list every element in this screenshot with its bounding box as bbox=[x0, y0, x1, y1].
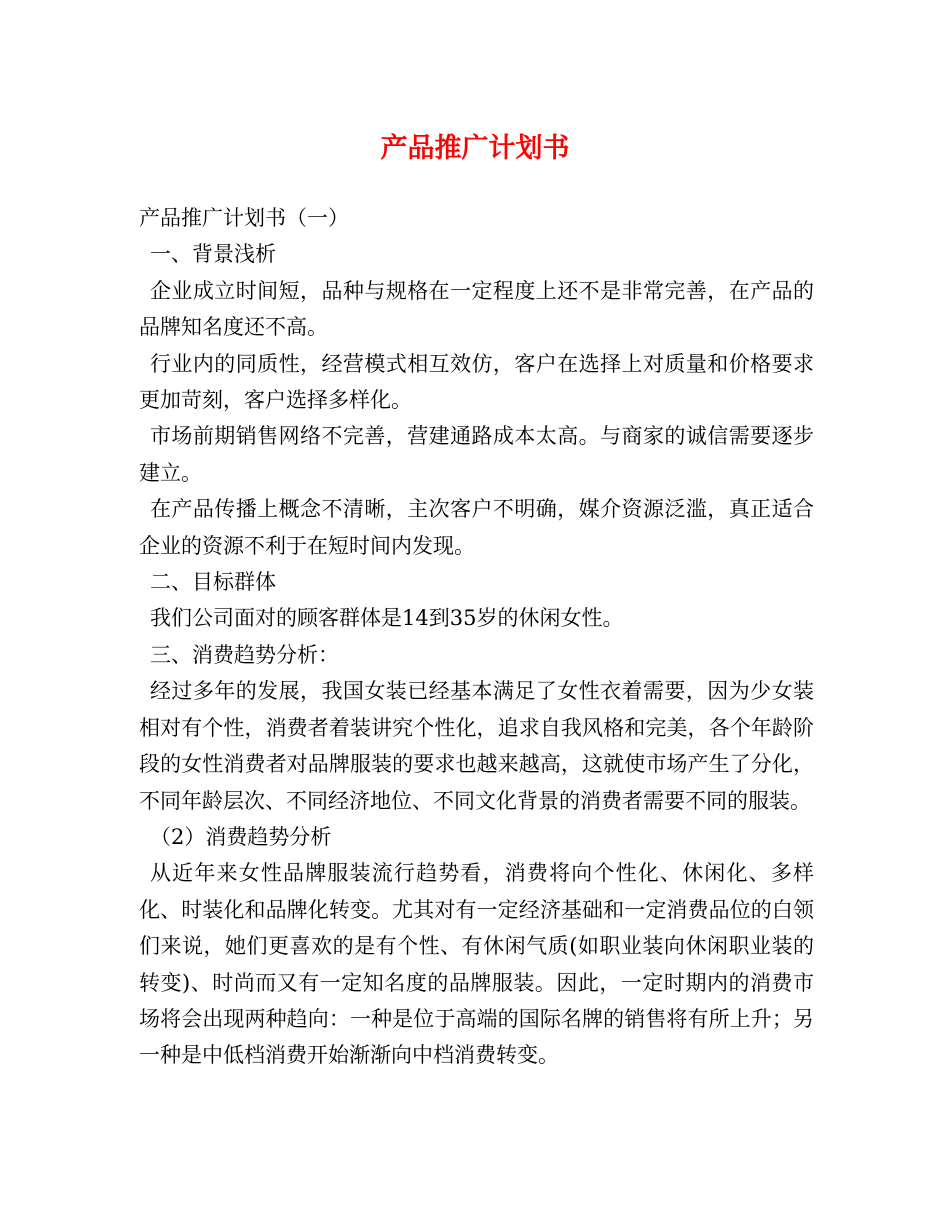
paragraph: 在产品传播上概念不清晰，主次客户不明确，媒介资源泛滥，真正适合企业的资源不利于在短时间内发现。 bbox=[139, 497, 814, 558]
paragraph: 企业成立时间短，品种与规格在一定程度上还不是非常完善，在产品的品牌知名度还不高。 bbox=[139, 278, 814, 340]
section-title: 产品推广计划书（一） bbox=[139, 206, 349, 230]
document-body bbox=[139, 200, 814, 1074]
heading-target-group: 二、目标群体 bbox=[150, 570, 276, 595]
paragraph: 市场前期销售网络不完善，营建通路成本太高。与商家的诚信需要逐步建立。 bbox=[139, 424, 814, 485]
heading-consumption-trend: 三、消费趋势分析： bbox=[150, 642, 339, 667]
paragraph: 我们公司面对的顾客群体是14到35岁的休闲女性。 bbox=[150, 606, 624, 631]
heading-background: 一、背景浅析 bbox=[150, 242, 276, 267]
heading-trend-analysis: （2）消费趋势分析 bbox=[150, 824, 332, 849]
paragraph: 经过多年的发展，我国女装已经基本满足了女性衣着需要，因为少女装相对有个性，消费者着装讲究个性化，追求自我风格和完美，各个年龄阶段的女性消费者对品牌服装的要求也越来越高，这就使市场产生了分化，不同年龄层次、不同经济地位、不同文化背景的消费者需要不同的服装。 bbox=[139, 679, 814, 813]
paragraph: 从近年来女性品牌服装流行趋势看，消费将向个性化、休闲化、多样化、时装化和品牌化转变。尤其对有一定经济基础和一定消费品位的白领们来说，她们更喜欢的是有个性、有休闲气质(如职业装向休闲职业装的转变)、时尚而又有一定知名度的品牌服装。因此，一定时期内的消费市场将会出现两种趋向：一种是位于高端的国际名牌的销售将有所上升；另一种是中低档消费开始渐渐向中档消费转变。 bbox=[139, 861, 814, 1068]
document-title: 产品推广计划书 bbox=[380, 133, 570, 164]
paragraph: 行业内的同质性，经营模式相互效仿，客户在选择上对质量和价格要求更加苛刻，客户选择多样化。 bbox=[139, 351, 814, 413]
